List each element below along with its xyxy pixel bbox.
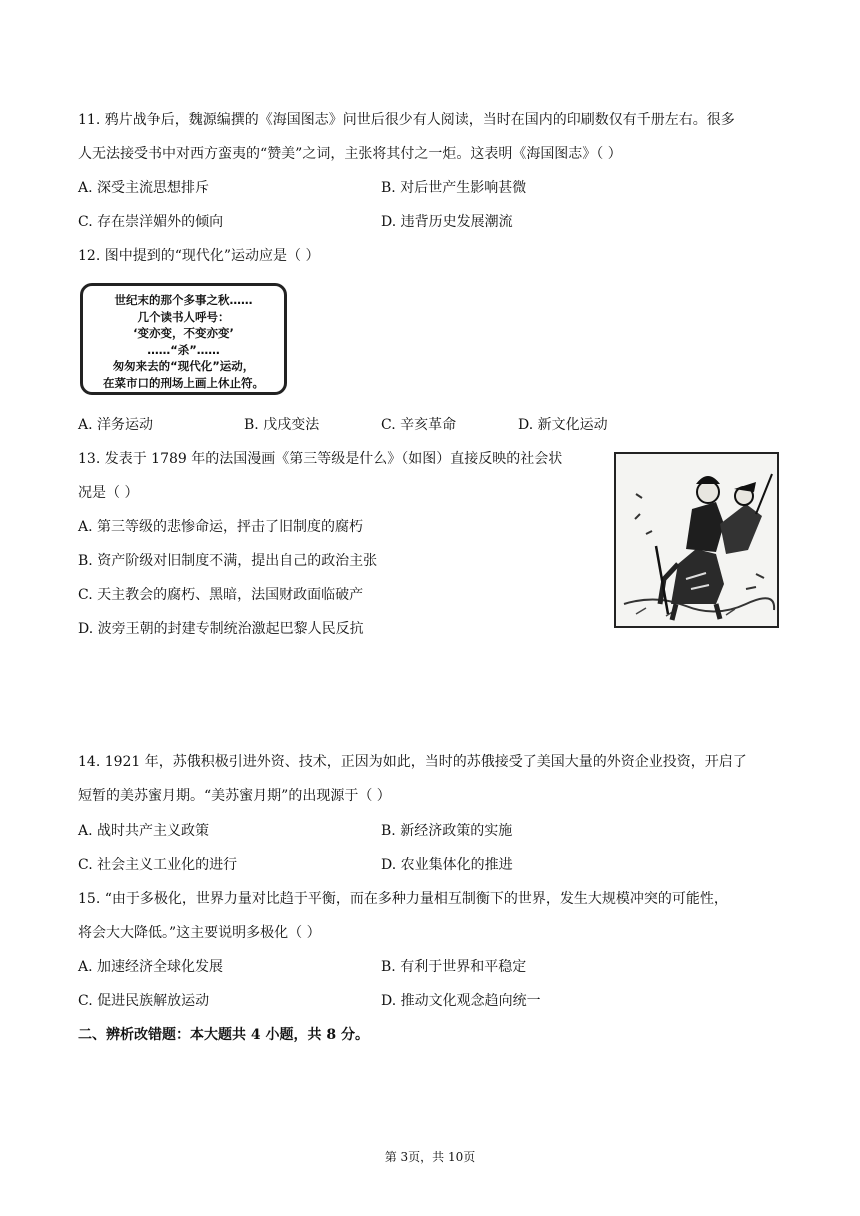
q11-option-b: B. 对后世产生影响甚微 [381, 180, 527, 196]
q13-cartoon-figure [614, 452, 779, 628]
q14-option-a: A. 战时共产主义政策 [78, 823, 210, 839]
q15-option-a: A. 加速经济全球化发展 [78, 959, 224, 975]
cartoon-line: 匆匆来去的“现代化”运动， [112, 359, 255, 373]
q11-option-d: D. 违背历史发展潮流 [381, 214, 513, 230]
cartoon-line: 世纪末的那个多事之秋…… [114, 293, 253, 307]
q15-option-b: B. 有利于世界和平稳定 [381, 959, 527, 975]
q14-option-b: B. 新经济政策的实施 [381, 823, 513, 839]
q13-stem-line2: 况是（ ） [78, 485, 139, 501]
q12-option-c: C. 辛亥革命 [381, 417, 457, 433]
q15-option-d: D. 推动文化观念趋向统一 [381, 993, 541, 1009]
q14-stem-line1: 14. 1921 年，苏俄积极引进外资、技术，正因为如此，当时的苏俄接受了美国大量的外资企业投资，开启了 [78, 754, 747, 770]
q15-stem-line1: 15. “由于多极化，世界力量对比趋于平衡，而在多种力量相互制衡下的世界，发生大规模冲突的可能性， [78, 891, 728, 907]
cartoon-line: 在菜市口的刑场上画上休止符。 [103, 375, 264, 390]
cartoon-line: 几个读书人呼号： [137, 309, 230, 324]
page-number: 第 3页，共 10页 [384, 1150, 476, 1164]
q14-option-d: D. 农业集体化的推进 [381, 857, 513, 873]
q15-stem-line2: 将会大大降低。”这主要说明多极化（ ） [78, 925, 321, 941]
q13-option-d: D. 波旁王朝的封建专制统治激起巴黎人民反抗 [78, 621, 364, 637]
q12-option-b: B. 戊戌变法 [244, 417, 320, 433]
q12-option-a: A. 洋务运动 [78, 417, 154, 433]
section-heading: 二、辨析改错题：本大题共 4 小题，共 8 分。 [78, 1027, 369, 1043]
q12-cartoon [80, 283, 287, 395]
q14-option-c: C. 社会主义工业化的进行 [78, 857, 238, 873]
q11-option-c: C. 存在崇洋媚外的倾向 [78, 214, 224, 230]
q12-cartoon-text [83, 292, 284, 391]
q13-option-a: A. 第三等级的悲惨命运，抨击了旧制度的腐朽 [78, 519, 364, 535]
q14-stem-line2: 短暂的美苏蜜月期。“美苏蜜月期”的出现源于（ ） [78, 788, 391, 804]
q12-option-d: D. 新文化运动 [518, 417, 608, 433]
q13-stem-line1: 13. 发表于 1789 年的法国漫画《第三等级是什么》（如图）直接反映的社会状 [78, 451, 563, 467]
q11-stem-line1: 11. 鸦片战争后，魏源编撰的《海国图志》问世后很少有人阅读，当时在国内的印刷数仅有千册左右。很多 [78, 112, 735, 128]
q11-option-a: A. 深受主流思想排斥 [78, 180, 210, 196]
q11-stem-line2: 人无法接受书中对西方蛮夷的“赞美”之词，主张将其付之一炬。这表明《海国图志》（ ） [78, 146, 622, 162]
cartoon-line: ‘变亦变，不变亦变’ [133, 326, 234, 340]
cartoon-line: ……“杀”…… [147, 342, 220, 357]
third-estate-cartoon-illustration [616, 454, 777, 626]
q12-stem: 12. 图中提到的“现代化”运动应是（ ） [78, 248, 320, 264]
q13-option-c: C. 天主教会的腐朽、黑暗，法国财政面临破产 [78, 587, 364, 603]
q13-option-b: B. 资产阶级对旧制度不满，提出自己的政治主张 [78, 553, 378, 569]
q15-option-c: C. 促进民族解放运动 [78, 993, 210, 1009]
